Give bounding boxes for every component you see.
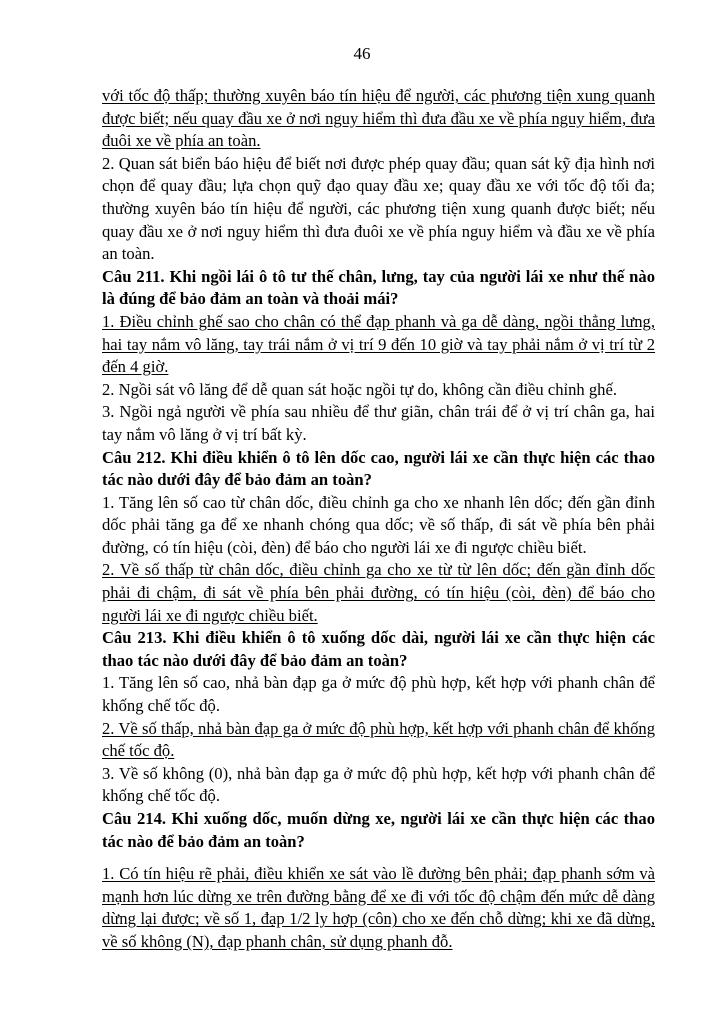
answer-option-correct: với tốc độ thấp; thường xuyên báo tín hiệu để người, các phương tiện xung quanh được biết; nếu quay đầu xe ở nơi nguy hiểm thì đưa đầu xe về phía nguy hiểm, đưa đuôi xe về phía an toàn. [102, 86, 655, 151]
answer-option-correct: 2. Về số thấp, nhả bàn đạp ga ở mức độ phù hợp, kết hợp với phanh chân để khống chế tốc độ. [102, 718, 655, 761]
question-214: Câu 214. Khi xuống dốc, muốn dừng xe, người lái xe cần thực hiện các thao tác nào để bảo đảm an toàn? [102, 809, 655, 851]
question-213: Câu 213. Khi điều khiển ô tô xuống dốc dài, người lái xe cần thực hiện các thao tác nào dưới đây để bảo đảm an toàn? [102, 628, 655, 670]
answer-option-correct: 2. Về số thấp từ chân dốc, điều chỉnh ga cho xe từ từ lên dốc; đến gần đỉnh dốc phải đi chậm, đi sát về phía bên phải đường, có tín hiệu (còi, đèn) để báo cho người lái xe đi ngược chiều biết. [102, 560, 655, 625]
question-211: Câu 211. Khi ngồi lái ô tô tư thế chân, lưng, tay của người lái xe như thế nào là đúng để bảo đảm an toàn và thoải mái? [102, 266, 655, 309]
page-content [102, 85, 655, 954]
answer-option: 1. Tăng lên số cao từ chân dốc, điều chỉnh ga cho xe nhanh lên dốc; đến gần đỉnh dốc phải tăng ga để xe nhanh chóng qua dốc; về số thấp, đi sát về phía bên phải đường, có tín hiệu (còi, đèn) để báo cho người lái xe đi ngược chiều biết. [102, 492, 655, 557]
paragraph-gap [102, 853, 655, 863]
answer-option: 3. Về số không (0), nhả bàn đạp ga ở mức độ phù hợp, kết hợp với phanh chân để khống chế tốc độ. [102, 763, 655, 806]
answer-option-correct: 1. Điều chỉnh ghế sao cho chân có thể đạp phanh và ga dễ dàng, ngồi thẳng lưng, hai tay nắm vô lăng, tay trái nắm ở vị trí 9 đến 10 giờ và tay phải nắm ở vị trí từ 2 đến 4 giờ. [102, 311, 655, 377]
question-212: Câu 212. Khi điều khiển ô tô lên dốc cao, người lái xe cần thực hiện các thao tác nào dưới đây để bảo đảm an toàn? [102, 447, 655, 490]
answer-option-correct: 1. Có tín hiệu rẽ phải, điều khiển xe sát vào lề đường bên phải; đạp phanh sớm và mạnh hơn lúc dừng xe trên đường bằng để xe đi với tốc độ chậm đến mức dễ dàng dừng lại được; về số 1, đạp 1/2 ly hợp (côn) cho xe đến chỗ dừng; khi xe đã dừng, về số không (N), đạp phanh chân, sử dụng phanh đỗ. [102, 864, 655, 951]
page-number: 46 [353, 44, 371, 63]
answer-option: 3. Ngồi ngả người về phía sau nhiều để thư giãn, chân trái để ở vị trí chân ga, hai tay nắm vô lăng ở vị trí bất kỳ. [102, 402, 655, 444]
answer-option: 1. Tăng lên số cao, nhả bàn đạp ga ở mức độ phù hợp, kết hợp với phanh chân để khống chế tốc độ. [102, 673, 655, 716]
answer-option: 2. Quan sát biển báo hiệu để biết nơi được phép quay đầu; quan sát kỹ địa hình nơi chọn để quay đầu; lựa chọn quỹ đạo quay đầu xe; quay đầu xe với tốc độ tối đa; thường xuyên báo tín hiệu để người, các phương tiện xung quanh được biết; nếu quay đầu xe ở nơi nguy hiểm thì đưa đuôi xe về phía nguy hiểm và đầu xe về phía an toàn. [102, 153, 655, 264]
answer-option: 2. Ngồi sát vô lăng để dễ quan sát hoặc ngồi tự do, không cần điều chỉnh ghế. [102, 379, 617, 399]
